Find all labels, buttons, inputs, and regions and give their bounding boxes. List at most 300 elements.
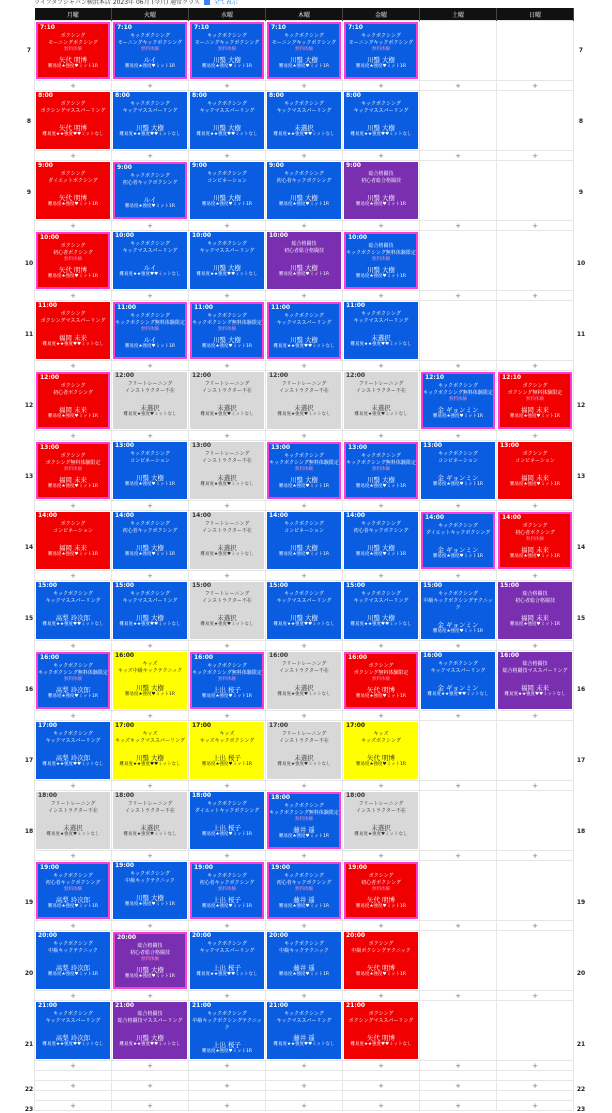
instructor-name: 川翳 大樹 [135, 894, 165, 902]
add-lesson-button[interactable]: + [420, 921, 497, 931]
lesson-card[interactable] [498, 582, 572, 639]
lesson-name: インストラクター不在 [48, 808, 98, 814]
lesson-card[interactable] [36, 652, 110, 709]
add-lesson-button[interactable]: + [420, 991, 497, 1001]
add-lesson-button[interactable]: + [35, 571, 112, 581]
trial-spacer [36, 955, 110, 960]
lesson-time: 16:00 [115, 652, 135, 659]
add-lesson-button[interactable]: + [343, 921, 420, 931]
lesson-category: キックボクシング [207, 1011, 247, 1017]
lesson-time: 11:00 [194, 304, 214, 311]
lesson-category: キックボクシング [207, 941, 247, 947]
add-lesson-button[interactable]: + [497, 291, 574, 301]
trial-spacer [267, 1025, 341, 1030]
add-lesson-button[interactable]: + [189, 431, 266, 441]
add-lesson-button[interactable]: + [497, 361, 574, 371]
lesson-card[interactable] [344, 582, 418, 639]
add-lesson-button[interactable]: + [112, 1061, 189, 1071]
lesson-category: 総合格闘技 [522, 591, 548, 597]
lesson-card[interactable] [498, 372, 572, 429]
lesson-card[interactable] [113, 232, 187, 289]
add-lesson-button[interactable]: + [266, 361, 343, 371]
add-lesson-button[interactable]: + [112, 361, 189, 371]
add-lesson-button[interactable]: + [266, 501, 343, 511]
add-lesson-button[interactable]: + [497, 851, 574, 861]
add-lesson-button[interactable]: + [266, 571, 343, 581]
lesson-level: 難易度★★強度♥♥ミットなし [42, 762, 104, 767]
lesson-card[interactable] [36, 232, 110, 289]
add-lesson-button[interactable]: + [343, 151, 420, 161]
add-lesson-button[interactable]: + [112, 571, 189, 581]
instructor-name: 川翳 大樹 [135, 754, 165, 762]
lesson-cell [343, 511, 420, 571]
lesson-card[interactable] [421, 652, 495, 709]
lesson-cell [35, 91, 112, 151]
add-row [35, 81, 574, 91]
lesson-category: キックボクシング [130, 451, 170, 457]
lesson-card[interactable] [267, 92, 341, 149]
lesson-category: キックボクシング [284, 33, 324, 39]
lesson-card[interactable] [267, 862, 341, 919]
add-lesson-button[interactable]: + [35, 1101, 112, 1111]
add-lesson-button[interactable]: + [266, 921, 343, 931]
lesson-card[interactable] [344, 722, 418, 779]
lesson-card[interactable] [36, 722, 110, 779]
lesson-card[interactable] [267, 792, 341, 849]
lesson-card[interactable] [267, 162, 341, 219]
trial-spacer [344, 745, 418, 750]
lesson-cell [189, 581, 266, 641]
add-lesson-button[interactable]: + [35, 361, 112, 371]
add-lesson-button[interactable]: + [112, 151, 189, 161]
lesson-card[interactable] [36, 792, 110, 849]
add-lesson-button[interactable]: + [420, 781, 497, 791]
add-lesson-button[interactable]: + [35, 291, 112, 301]
add-lesson-button[interactable]: + [266, 641, 343, 651]
add-lesson-button[interactable]: + [420, 711, 497, 721]
empty-cell [420, 21, 497, 81]
add-lesson-button[interactable]: + [35, 431, 112, 441]
add-lesson-button[interactable]: + [35, 641, 112, 651]
instructor-name: 未選択 [140, 824, 160, 832]
add-lesson-button[interactable]: + [343, 641, 420, 651]
lesson-time: 11:00 [346, 302, 366, 309]
lesson-cell [266, 581, 343, 641]
add-lesson-button[interactable]: + [420, 641, 497, 651]
add-lesson-button[interactable]: + [189, 1101, 266, 1111]
instructor-name: 矢代 明博 [366, 686, 396, 694]
lesson-time: 14:00 [115, 512, 135, 519]
lesson-cell [35, 441, 112, 501]
lesson-card[interactable] [421, 372, 495, 429]
lesson-card[interactable] [190, 862, 264, 919]
lesson-card[interactable] [344, 932, 418, 989]
lesson-card[interactable] [113, 582, 187, 639]
lesson-card[interactable] [344, 792, 418, 849]
add-lesson-button[interactable]: + [420, 501, 497, 511]
lesson-card[interactable] [113, 1002, 187, 1059]
add-lesson-button[interactable]: + [189, 781, 266, 791]
lesson-card[interactable] [267, 932, 341, 989]
trial-spacer [344, 395, 418, 400]
empty-hour-cell [112, 1071, 189, 1081]
add-lesson-button[interactable]: + [266, 431, 343, 441]
lesson-card[interactable] [267, 302, 341, 359]
instructor-name: 川翳 大樹 [135, 124, 165, 132]
lesson-cell [189, 511, 266, 571]
lesson-card[interactable] [344, 232, 418, 289]
lesson-name: 初心者総合格闘技 [129, 950, 170, 956]
add-lesson-button[interactable]: + [112, 1081, 189, 1091]
lesson-card[interactable] [344, 372, 418, 429]
add-lesson-button[interactable]: + [35, 711, 112, 721]
lesson-cell [343, 1001, 420, 1061]
lesson-card[interactable] [190, 22, 264, 79]
lesson-cell [35, 651, 112, 711]
add-lesson-button[interactable]: + [420, 431, 497, 441]
lesson-card[interactable] [190, 932, 264, 989]
lesson-name: インストラクター不在 [202, 458, 252, 464]
trial-badge: 無料体験 [372, 257, 390, 262]
lesson-card[interactable] [113, 162, 187, 219]
lesson-card[interactable] [190, 232, 264, 289]
trial-spacer [36, 745, 110, 750]
add-lesson-button[interactable]: + [497, 151, 574, 161]
lesson-card[interactable] [344, 652, 418, 709]
lesson-card[interactable] [267, 1002, 341, 1059]
lesson-card[interactable] [344, 442, 418, 499]
add-lesson-button[interactable]: + [343, 991, 420, 1001]
add-lesson-button[interactable]: + [112, 1101, 189, 1111]
lesson-name: 総合格闘技マススパーリング [117, 1018, 183, 1024]
lesson-cell [112, 371, 189, 431]
hour-label-left: 9 [26, 188, 32, 196]
lesson-card[interactable] [36, 442, 110, 499]
lesson-card[interactable] [36, 582, 110, 639]
add-lesson-button[interactable]: + [497, 1101, 574, 1111]
lesson-card[interactable] [190, 512, 264, 569]
lesson-card[interactable] [36, 372, 110, 429]
lesson-card[interactable] [267, 372, 341, 429]
trial-badge: 無料体験 [218, 327, 236, 332]
add-lesson-button[interactable]: + [420, 571, 497, 581]
lesson-card[interactable] [190, 92, 264, 149]
add-lesson-button[interactable]: + [497, 1081, 574, 1091]
lesson-card[interactable] [36, 92, 110, 149]
lesson-time: 18:00 [346, 792, 366, 799]
lesson-card[interactable] [113, 862, 187, 919]
lesson-card[interactable] [36, 512, 110, 569]
lesson-category: キックボクシング [207, 313, 247, 319]
add-lesson-button[interactable]: + [112, 711, 189, 721]
lesson-time: 8:00 [38, 92, 53, 99]
add-lesson-button[interactable]: + [189, 81, 266, 91]
add-lesson-button[interactable]: + [420, 361, 497, 371]
lesson-card[interactable] [190, 1002, 264, 1059]
lesson-card[interactable] [344, 862, 418, 919]
add-lesson-button[interactable]: + [343, 571, 420, 581]
lesson-card[interactable] [498, 652, 572, 709]
lesson-level: 難易度★★強度♥♥ミットなし [504, 692, 566, 697]
lesson-cell [343, 861, 420, 921]
add-lesson-button[interactable]: + [420, 1081, 497, 1091]
add-lesson-button[interactable]: + [343, 291, 420, 301]
add-lesson-button[interactable]: + [343, 711, 420, 721]
add-lesson-button[interactable]: + [112, 81, 189, 91]
add-lesson-button[interactable]: + [189, 361, 266, 371]
add-lesson-button[interactable]: + [420, 1061, 497, 1071]
add-lesson-button[interactable]: + [189, 221, 266, 231]
lesson-time: 20:00 [192, 932, 212, 939]
add-lesson-button[interactable]: + [35, 81, 112, 91]
add-lesson-button[interactable]: + [189, 571, 266, 581]
instructor-name: 上出 桜子 [212, 686, 242, 694]
add-lesson-button[interactable]: + [420, 151, 497, 161]
add-lesson-button[interactable]: + [420, 291, 497, 301]
trial-spacer [190, 815, 264, 820]
hour-label-left: 15 [24, 614, 34, 622]
lesson-card[interactable] [267, 652, 341, 709]
add-lesson-button[interactable]: + [35, 501, 112, 511]
add-lesson-button[interactable]: + [189, 921, 266, 931]
empty-cell [420, 721, 497, 781]
trial-badge: 無料体験 [64, 467, 82, 472]
add-lesson-button[interactable]: + [266, 221, 343, 231]
add-lesson-button[interactable]: + [189, 1081, 266, 1091]
add-lesson-button[interactable]: + [189, 991, 266, 1001]
add-lesson-button[interactable]: + [497, 711, 574, 721]
lesson-time: 18:00 [38, 792, 58, 799]
add-lesson-button[interactable]: + [112, 501, 189, 511]
add-lesson-button[interactable]: + [112, 431, 189, 441]
empty-hour-cell [189, 1071, 266, 1081]
add-lesson-button[interactable]: + [497, 431, 574, 441]
hour-label-left: 23 [24, 1106, 34, 1113]
add-lesson-button[interactable]: + [112, 641, 189, 651]
add-lesson-button[interactable]: + [189, 851, 266, 861]
add-lesson-button[interactable]: + [343, 1101, 420, 1111]
lesson-cell [35, 861, 112, 921]
add-lesson-button[interactable]: + [112, 781, 189, 791]
add-lesson-button[interactable]: + [497, 1061, 574, 1071]
add-lesson-button[interactable]: + [266, 991, 343, 1001]
lesson-card[interactable] [113, 932, 187, 989]
lesson-card[interactable] [190, 372, 264, 429]
add-lesson-button[interactable]: + [343, 81, 420, 91]
add-lesson-button[interactable]: + [189, 151, 266, 161]
empty-cell [420, 231, 497, 291]
lesson-card[interactable] [113, 722, 187, 779]
add-lesson-button[interactable]: + [35, 1061, 112, 1071]
lesson-card[interactable] [190, 582, 264, 639]
add-lesson-button[interactable]: + [343, 221, 420, 231]
add-lesson-button[interactable]: + [343, 1081, 420, 1091]
lesson-card[interactable] [36, 1002, 110, 1059]
add-lesson-button[interactable]: + [189, 1061, 266, 1071]
lesson-card[interactable] [267, 722, 341, 779]
lesson-name: モーニングボクシング [48, 40, 98, 46]
lesson-level: 難易度★★強度♥♥ミットなし [273, 1042, 335, 1047]
add-lesson-button[interactable]: + [497, 81, 574, 91]
lesson-card[interactable] [421, 582, 495, 639]
add-lesson-button[interactable]: + [35, 851, 112, 861]
lesson-card[interactable] [36, 22, 110, 79]
lesson-cell [266, 931, 343, 991]
empty-cell [497, 301, 574, 361]
lesson-card[interactable] [344, 92, 418, 149]
lesson-card[interactable] [344, 302, 418, 359]
add-lesson-button[interactable]: + [343, 781, 420, 791]
add-lesson-button[interactable]: + [343, 501, 420, 511]
lesson-card[interactable] [267, 232, 341, 289]
hour-row [35, 91, 574, 151]
lesson-card[interactable] [344, 1002, 418, 1059]
empty-hour-cell [112, 1091, 189, 1101]
add-lesson-button[interactable]: + [266, 1101, 343, 1111]
add-lesson-button[interactable]: + [35, 991, 112, 1001]
lesson-time: 13:00 [500, 442, 520, 449]
lesson-card[interactable] [113, 22, 187, 79]
lesson-card[interactable] [190, 792, 264, 849]
hour-row [35, 511, 574, 571]
empty-cell [497, 1001, 574, 1061]
lesson-card[interactable] [113, 372, 187, 429]
add-lesson-button[interactable]: + [112, 291, 189, 301]
trial-spacer [267, 955, 341, 960]
lesson-card[interactable] [36, 162, 110, 219]
add-lesson-button[interactable]: + [35, 781, 112, 791]
lesson-card[interactable] [113, 442, 187, 499]
lesson-card[interactable] [113, 792, 187, 849]
lesson-category: ボクシング [522, 383, 548, 389]
lesson-card[interactable] [190, 302, 264, 359]
add-lesson-button[interactable]: + [35, 221, 112, 231]
lesson-card[interactable] [113, 302, 187, 359]
add-lesson-button[interactable]: + [266, 1081, 343, 1091]
add-lesson-button[interactable]: + [189, 501, 266, 511]
lesson-card[interactable] [344, 22, 418, 79]
add-lesson-button[interactable]: + [35, 921, 112, 931]
add-lesson-button[interactable]: + [420, 851, 497, 861]
lesson-time: 11:00 [117, 304, 137, 311]
add-lesson-button[interactable]: + [112, 851, 189, 861]
instructor-name: ルイ [143, 264, 157, 272]
add-lesson-button[interactable]: + [112, 921, 189, 931]
trial-badge: 無料体験 [295, 887, 313, 892]
lesson-level: 難易度★強度♥ミットなし [200, 482, 254, 487]
add-lesson-button[interactable]: + [497, 991, 574, 1001]
lesson-card[interactable] [267, 22, 341, 79]
add-lesson-button[interactable]: + [497, 221, 574, 231]
add-lesson-button[interactable]: + [497, 571, 574, 581]
add-lesson-button[interactable]: + [112, 991, 189, 1001]
add-lesson-button[interactable]: + [343, 431, 420, 441]
add-lesson-button[interactable]: + [266, 781, 343, 791]
lesson-card[interactable] [190, 162, 264, 219]
lesson-name: インストラクター不在 [279, 738, 329, 744]
instructor-name: 高梨 玲次郎 [55, 896, 91, 904]
trial-spacer [267, 745, 341, 750]
add-lesson-button[interactable]: + [420, 221, 497, 231]
lesson-name: ボクシング無料体験限定 [507, 390, 563, 396]
checkbox-icon[interactable] [204, 0, 210, 5]
add-lesson-button[interactable]: + [35, 151, 112, 161]
lesson-cell [420, 651, 497, 711]
lesson-name: インストラクター不在 [125, 808, 175, 814]
hour-row [35, 1001, 574, 1061]
lesson-time: 16:00 [40, 654, 60, 661]
lesson-card[interactable] [190, 722, 264, 779]
add-lesson-button[interactable]: + [266, 81, 343, 91]
add-lesson-button[interactable]: + [266, 1061, 343, 1071]
lesson-card[interactable] [113, 92, 187, 149]
lesson-card[interactable] [498, 442, 572, 499]
add-lesson-button[interactable]: + [497, 781, 574, 791]
lesson-card[interactable] [344, 162, 418, 219]
trial-spacer [267, 605, 341, 610]
lesson-cell [497, 581, 574, 641]
lesson-card[interactable] [267, 512, 341, 569]
add-lesson-button[interactable]: + [420, 81, 497, 91]
lesson-card[interactable] [113, 512, 187, 569]
add-lesson-button[interactable]: + [343, 361, 420, 371]
add-lesson-button[interactable]: + [112, 221, 189, 231]
lesson-level: 難易度★★強度♥♥ミットなし [350, 342, 412, 347]
add-lesson-button[interactable]: + [266, 291, 343, 301]
lesson-card[interactable] [421, 442, 495, 499]
lesson-name: ダイエットキックボクシング [425, 530, 491, 536]
lesson-category: キックボクシング [53, 873, 93, 879]
lesson-card[interactable] [113, 652, 187, 709]
add-lesson-button[interactable]: + [343, 1061, 420, 1071]
show-all-link[interactable]: 全て表示 [213, 0, 238, 6]
add-lesson-button[interactable]: + [189, 711, 266, 721]
lesson-name: ボクシングマススパーリング [40, 318, 106, 324]
add-lesson-button[interactable]: + [497, 641, 574, 651]
hour-row [35, 931, 574, 991]
add-lesson-button[interactable]: + [420, 1101, 497, 1111]
hour-label-right: 23 [576, 1106, 586, 1113]
lesson-category: キックボクシング [53, 663, 93, 669]
lesson-card[interactable] [190, 442, 264, 499]
lesson-card[interactable] [190, 652, 264, 709]
lesson-card[interactable] [267, 442, 341, 499]
lesson-card[interactable] [36, 862, 110, 919]
add-lesson-button[interactable]: + [266, 711, 343, 721]
instructor-name: 未選択 [371, 824, 391, 832]
lesson-time: 15:00 [423, 582, 443, 589]
add-lesson-button[interactable]: + [343, 851, 420, 861]
add-lesson-button[interactable]: + [266, 851, 343, 861]
lesson-name: インストラクター不在 [202, 598, 252, 604]
lesson-card[interactable] [498, 512, 572, 569]
add-lesson-button[interactable]: + [497, 921, 574, 931]
lesson-card[interactable] [36, 302, 110, 359]
lesson-card[interactable] [267, 582, 341, 639]
lesson-cell [343, 301, 420, 361]
add-lesson-button[interactable]: + [189, 291, 266, 301]
add-lesson-button[interactable]: + [35, 1081, 112, 1091]
lesson-name: 初心者ボクシング [53, 390, 93, 396]
lesson-card[interactable] [344, 512, 418, 569]
lesson-level: 難易度★★強度♥♥ミットなし [196, 272, 258, 277]
add-lesson-button[interactable]: + [266, 151, 343, 161]
lesson-card[interactable] [36, 932, 110, 989]
lesson-name: モーニングキックボクシング [348, 40, 414, 46]
add-lesson-button[interactable]: + [189, 641, 266, 651]
lesson-card[interactable] [421, 512, 495, 569]
add-lesson-button[interactable]: + [497, 501, 574, 511]
